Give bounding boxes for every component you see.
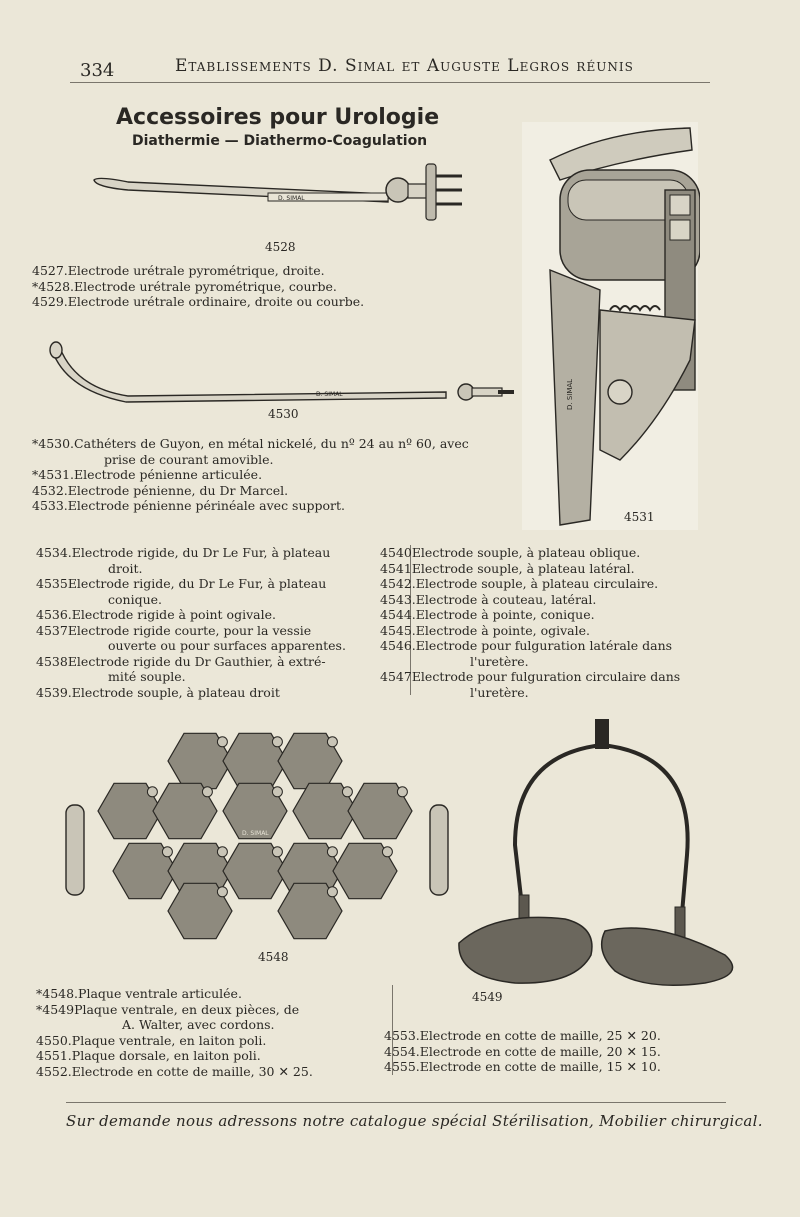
svg-text:D. SIMAL: D. SIMAL [242, 830, 269, 837]
plate-ring [327, 847, 337, 857]
list-item: 4551.Plaque dorsale, en laiton poli. [36, 1048, 261, 1063]
list-item: 4537Electrode rigide courte, pour la vessie [36, 622, 312, 638]
list-item: 4535Electrode rigide, du Dr Le Fur, à plateau [36, 576, 327, 591]
list-item: 4538Electrode rigide du Dr Gauthier, à extré- [36, 653, 326, 669]
svg-text:D. SIMAL: D. SIMAL [566, 378, 574, 410]
left-column-list [36, 545, 346, 700]
list-item: 4533.Electrode pénienne périnéale avec support. [32, 498, 346, 513]
bottom-left-list [36, 986, 313, 1079]
figure-label-4528: 4528 [265, 240, 296, 254]
list-item: 4554.Electrode en cotte de maille, 20 ✕ 15. [384, 1043, 661, 1059]
page-title: Accessoires pour Urologie [116, 105, 440, 130]
list-item: 4539.Electrode souple, à plateau droit [36, 684, 280, 700]
list-item-continuation: l'uretère. [470, 653, 529, 669]
list-item: 4547Electrode pour fulguration circulaire dans [380, 669, 681, 684]
plate-ring [272, 737, 282, 747]
list-item: 4542.Electrode souple, à plateau circulaire. [380, 576, 659, 591]
plate-ring [202, 787, 212, 797]
page-number: 334 [80, 60, 115, 81]
plate-4548-illustration [60, 725, 455, 945]
list-item: 4527.Electrode urétrale pyrométrique, droite. [32, 263, 325, 278]
right-column-list [380, 545, 680, 700]
list-group-2 [32, 436, 469, 514]
footer-rule [66, 1102, 726, 1103]
list-item-continuation: prise de courant amovible. [104, 451, 274, 467]
list-item: 4532.Electrode pénienne, du Dr Marcel. [32, 482, 289, 498]
list-item: *4531.Electrode pénienne articulée. [32, 467, 263, 482]
list-item: 4546.Electrode pour fulguration latérale dans [380, 638, 673, 653]
list-item: 4529.Electrode urétrale ordinaire, droite ou courbe. [32, 294, 365, 309]
list-item: 4534.Electrode rigide, du Dr Le Fur, à plateau [36, 545, 331, 560]
list-item: 4545.Electrode à pointe, ogivale. [380, 622, 590, 638]
list-item: 4536.Electrode rigide à point ogivale. [36, 607, 276, 622]
list-item-continuation: ouverte ou pour surfaces apparentes. [108, 638, 346, 653]
list-item: 4540Electrode souple, à plateau oblique. [380, 545, 641, 560]
electrode-4528-illustration [88, 160, 468, 230]
figure-label-4548: 4548 [258, 950, 289, 964]
plate-ring [382, 847, 392, 857]
list-item-continuation: mité souple. [108, 669, 186, 684]
footer-note: Sur demande nous adressons notre catalogue spécial Stérilisation, Mobilier chirurgical. [66, 1112, 763, 1130]
list-item: *4528.Electrode urétrale pyrométrique, courbe. [32, 278, 337, 294]
plate-ring [272, 847, 282, 857]
list-item: *4548.Plaque ventrale articulée. [36, 986, 242, 1001]
list-item-continuation: conique. [108, 591, 162, 607]
plate-ring [327, 887, 337, 897]
figure-label-4531: 4531 [624, 510, 655, 524]
list-item: 4555.Electrode en cotte de maille, 15 ✕ 10. [384, 1059, 661, 1074]
figure-label-4549: 4549 [472, 990, 503, 1004]
running-title: Etablissements D. Simal et Auguste Legros réunis [175, 56, 634, 76]
plate-ring [162, 847, 172, 857]
list-item: 4543.Electrode à couteau, latéral. [380, 591, 597, 607]
figure-label-4530: 4530 [268, 407, 299, 421]
plate-ring [272, 787, 282, 797]
plate-ring [327, 737, 337, 747]
list-group-1 [32, 263, 364, 310]
plate-ring [147, 787, 157, 797]
electrode-4531-illustration [520, 120, 700, 532]
bottom-right-list [384, 1028, 661, 1075]
list-item: 4550.Plaque ventrale, en laiton poli. [36, 1032, 267, 1048]
list-item: *4549Plaque ventrale, en deux pièces, de [36, 1001, 300, 1017]
header-rule [70, 82, 710, 83]
plate-ring [342, 787, 352, 797]
plate-4549-illustration [455, 715, 745, 995]
plate-ring [217, 887, 227, 897]
list-item-continuation: A. Walter, avec cordons. [122, 1017, 275, 1032]
list-item-continuation: l'uretère. [470, 684, 529, 700]
list-item: 4541Electrode souple, à plateau latéral. [380, 560, 635, 576]
list-item: *4530.Cathéters de Guyon, en métal nickelé, du nº 24 au nº 60, avec [32, 436, 469, 451]
page-subtitle: Diathermie — Diathermo-Coagulation [132, 133, 428, 149]
list-item-continuation: droit. [108, 560, 143, 576]
list-item: 4553.Electrode en cotte de maille, 25 ✕ 20. [384, 1028, 661, 1043]
list-item: 4544.Electrode à pointe, conique. [380, 607, 595, 622]
maker-mark: D. SIMAL [278, 195, 305, 202]
plate-ring [217, 847, 227, 857]
plate-ring [397, 787, 407, 797]
plate-ring [217, 737, 227, 747]
svg-text:D. SIMAL: D. SIMAL [316, 391, 343, 398]
list-item: 4552.Electrode en cotte de maille, 30 ✕ 25. [36, 1063, 313, 1079]
